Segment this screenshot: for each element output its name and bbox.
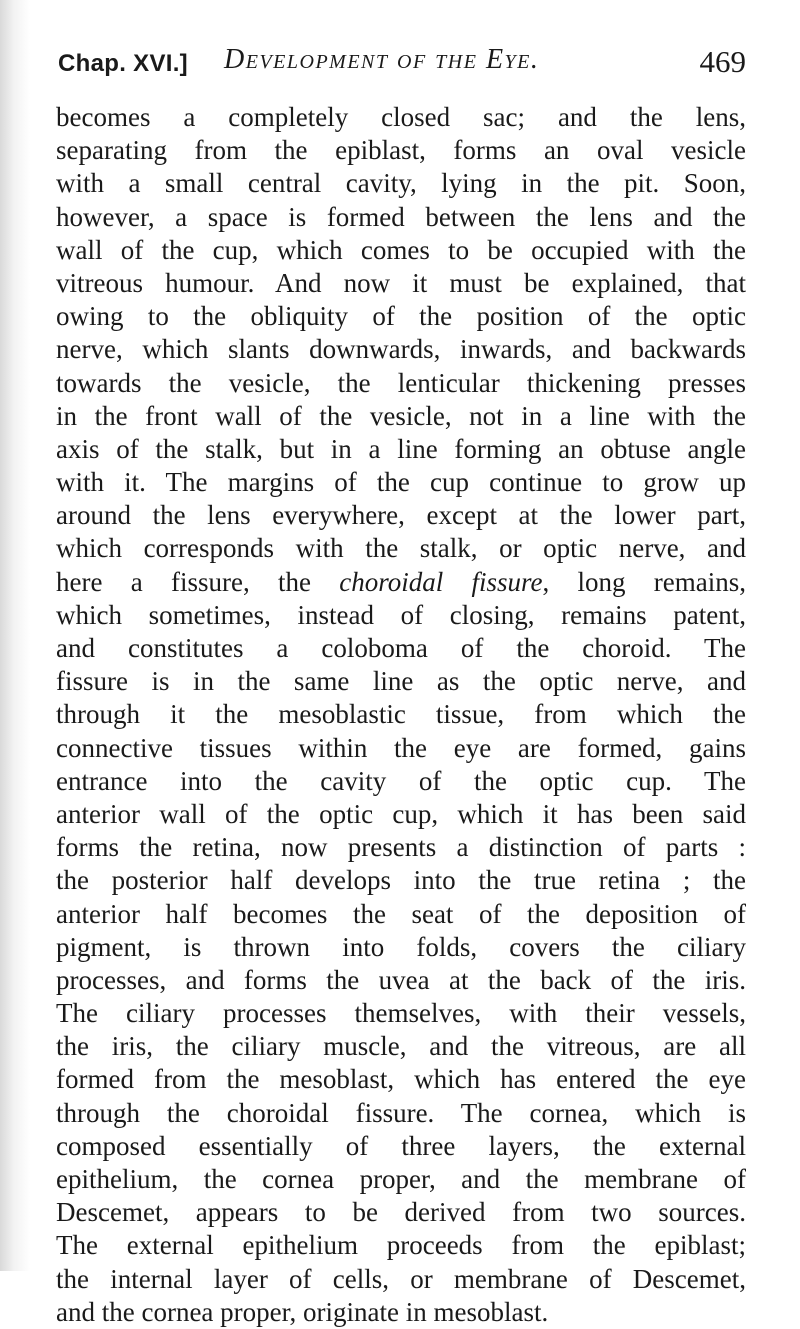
- text-run: connective tissues within the eye are formed, gains: [56, 732, 746, 763]
- text-line: [56, 1229, 746, 1262]
- text-run: around the lens everywhere, except at the lower part,: [56, 500, 746, 531]
- text-run: The external epithelium proceeds from the epiblast;: [56, 1230, 746, 1261]
- text-run: axis of the stalk, but in a line forming an obtuse angle: [56, 433, 746, 464]
- text-line: [56, 1063, 746, 1096]
- text-line: [56, 367, 746, 400]
- text-run: and constitutes a coloboma of the choroid. The: [56, 633, 746, 663]
- text-line: [56, 964, 746, 997]
- text-run: , long remains,: [542, 566, 746, 597]
- text-line: [56, 300, 746, 333]
- text-run: composed essentially of three layers, the external: [56, 1130, 746, 1161]
- text-run: entrance into the cavity of the optic cup. The: [56, 765, 746, 796]
- text-run: however, a space is formed between the lens and the: [56, 201, 746, 232]
- text-run: and the cornea proper, originate in mesoblast.: [56, 1296, 549, 1327]
- text-line: [56, 997, 746, 1030]
- text-line: [56, 1030, 746, 1063]
- text-run: epithelium, the cornea proper, and the membrane of: [56, 1164, 746, 1194]
- text-run: through it the mesoblastic tissue, from which the: [56, 699, 746, 730]
- page-gutter-shadow: [0, 0, 30, 1271]
- text-run: becomes a completely closed sac; and the lens,: [56, 102, 746, 132]
- text-run: vitreous humour. And now it must be explained, that: [56, 267, 746, 298]
- text-run: separating from the epiblast, forms an oval vesicle: [56, 135, 746, 166]
- text-line: [56, 831, 746, 864]
- text-line: [56, 201, 746, 234]
- text-run: which sometimes, instead of closing, remains patent,: [56, 599, 746, 630]
- text-run: the iris, the ciliary muscle, and the vitreous, are all: [56, 1031, 746, 1062]
- text-line: [56, 1196, 746, 1229]
- text-run: the posterior half develops into the true retina ; the: [56, 865, 746, 896]
- text-line: [56, 333, 746, 366]
- text-line: [56, 267, 746, 300]
- italic-term: choroidal fissure: [339, 566, 543, 597]
- running-title: Development of the Eye.: [224, 44, 540, 75]
- text-run: anterior wall of the optic cup, which it has been said: [56, 798, 746, 829]
- chapter-label: Chap. XVI.]: [58, 50, 188, 77]
- page-number: 469: [699, 44, 746, 79]
- text-line: [56, 599, 746, 632]
- text-run: with a small central cavity, lying in the pit. Soon,: [56, 168, 746, 199]
- text-line: [56, 433, 746, 466]
- text-line: [56, 698, 746, 731]
- text-line: [56, 732, 746, 765]
- text-run: formed from the mesoblast, which has entered the eye: [56, 1064, 746, 1095]
- text-line: [56, 134, 746, 167]
- text-run: through the choroidal fissure. The cornea, which is: [56, 1097, 746, 1128]
- text-run: which corresponds with the stalk, or optic nerve, and: [56, 533, 746, 564]
- text-line: [56, 499, 746, 532]
- text-run: wall of the cup, which comes to be occupied with the: [56, 234, 746, 265]
- text-line: [56, 1296, 746, 1329]
- running-header: [56, 40, 746, 90]
- text-run: processes, and forms the uvea at the back of the iris.: [56, 964, 746, 995]
- text-run: The ciliary processes themselves, with their vessels,: [56, 998, 746, 1029]
- text-run: forms the retina, now presents a distinction of parts :: [56, 832, 746, 863]
- text-line: [56, 1263, 746, 1296]
- text-line: [56, 101, 746, 134]
- text-run: with it. The margins of the cup continue to grow up: [56, 467, 746, 498]
- body-text: [56, 101, 746, 1329]
- text-run: in the front wall of the vesicle, not in a line with the: [56, 400, 746, 431]
- text-run: towards the vesicle, the lenticular thickening presses: [56, 367, 746, 398]
- text-run: anterior half becomes the seat of the deposition of: [56, 898, 746, 929]
- text-run: owing to the obliquity of the position of the optic: [56, 301, 746, 332]
- text-run: pigment, is thrown into folds, covers the ciliary: [56, 931, 746, 962]
- text-line: [56, 566, 746, 599]
- text-line: [56, 400, 746, 433]
- text-line: [56, 632, 746, 665]
- text-line: [56, 864, 746, 897]
- text-line: [56, 234, 746, 267]
- text-line: [56, 532, 746, 565]
- text-line: [56, 466, 746, 499]
- text-run: nerve, which slants downwards, inwards, and backwards: [56, 334, 746, 365]
- text-line: [56, 898, 746, 931]
- text-line: [56, 765, 746, 798]
- text-line: [56, 931, 746, 964]
- text-line: [56, 1097, 746, 1130]
- text-run: the internal layer of cells, or membrane of Descemet,: [56, 1263, 746, 1294]
- text-line: [56, 1130, 746, 1163]
- text-run: here a fissure, the: [56, 566, 340, 597]
- text-run: fissure is in the same line as the optic nerve, and: [56, 666, 746, 697]
- text-line: [56, 167, 746, 200]
- text-line: [56, 1163, 746, 1196]
- text-run: Descemet, appears to be derived from two sources.: [56, 1197, 746, 1228]
- text-line: [56, 798, 746, 831]
- text-line: [56, 665, 746, 698]
